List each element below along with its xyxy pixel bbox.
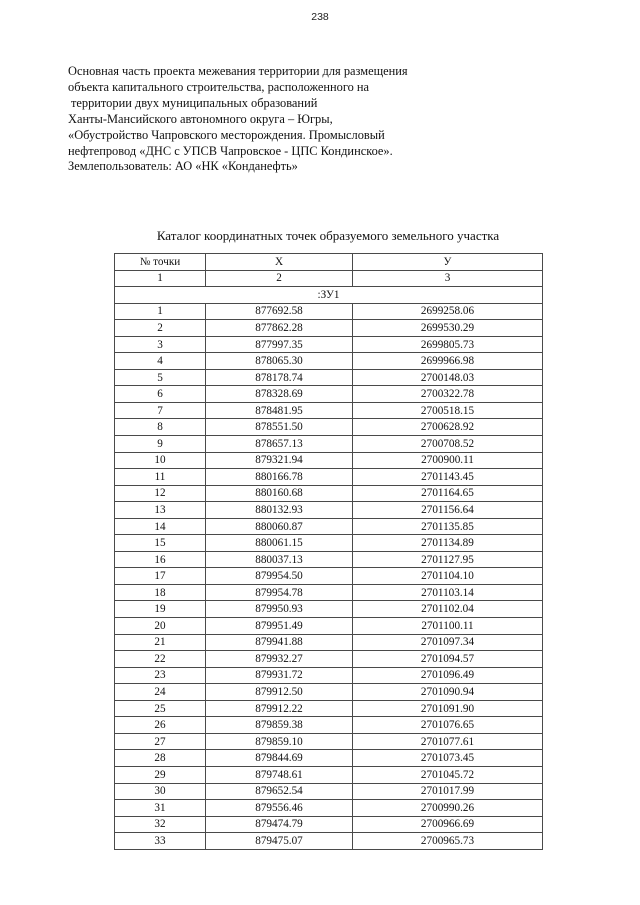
table-row <box>115 800 543 817</box>
project-header <box>68 64 468 175</box>
y-coordinate-cell: 2701094.57 <box>353 651 543 668</box>
point-number-cell: 28 <box>115 750 206 767</box>
y-coordinate-cell: 2700148.03 <box>353 369 543 386</box>
table-row <box>115 502 543 519</box>
point-number-cell: 19 <box>115 601 206 618</box>
table-row <box>115 336 543 353</box>
point-number-cell: 17 <box>115 568 206 585</box>
y-coordinate-cell: 2699805.73 <box>353 336 543 353</box>
x-coordinate-cell: 878065.30 <box>206 353 353 370</box>
header-line: территории двух муниципальных образований <box>71 95 318 110</box>
point-number-cell: 32 <box>115 816 206 833</box>
y-coordinate-cell: 2701134.89 <box>353 535 543 552</box>
header-y: У <box>353 254 543 271</box>
column-number: 2 <box>206 270 353 287</box>
x-coordinate-cell: 879475.07 <box>206 833 353 850</box>
point-number-cell: 3 <box>115 336 206 353</box>
coordinates-table <box>114 253 543 850</box>
x-coordinate-cell: 879556.46 <box>206 800 353 817</box>
header-point-number: № точки <box>115 254 206 271</box>
table-row <box>115 833 543 850</box>
x-coordinate-cell: 880061.15 <box>206 535 353 552</box>
column-number: 1 <box>115 270 206 287</box>
y-coordinate-cell: 2701103.14 <box>353 584 543 601</box>
table-row <box>115 436 543 453</box>
table-row <box>115 568 543 585</box>
y-coordinate-cell: 2700322.78 <box>353 386 543 403</box>
table-row <box>115 634 543 651</box>
y-coordinate-cell: 2700628.92 <box>353 419 543 436</box>
x-coordinate-cell: 879652.54 <box>206 783 353 800</box>
y-coordinate-cell: 2701091.90 <box>353 700 543 717</box>
x-coordinate-cell: 880037.13 <box>206 551 353 568</box>
table-header-row <box>115 254 543 271</box>
y-coordinate-cell: 2701104.10 <box>353 568 543 585</box>
x-coordinate-cell: 879931.72 <box>206 667 353 684</box>
table-row <box>115 766 543 783</box>
header-line: Ханты-Мансийского автономного округа – Югры, <box>68 111 333 126</box>
header-line: Землепользователь: АО «НК «Конданефть» <box>68 159 298 174</box>
y-coordinate-cell: 2701097.34 <box>353 634 543 651</box>
x-coordinate-cell: 880160.68 <box>206 485 353 502</box>
table-row <box>115 402 543 419</box>
point-number-cell: 18 <box>115 584 206 601</box>
y-coordinate-cell: 2699966.98 <box>353 353 543 370</box>
point-number-cell: 25 <box>115 700 206 717</box>
table-row <box>115 667 543 684</box>
table-row <box>115 601 543 618</box>
table-row <box>115 733 543 750</box>
y-coordinate-cell: 2701100.11 <box>353 618 543 635</box>
y-coordinate-cell: 2701017.99 <box>353 783 543 800</box>
y-coordinate-cell: 2699530.29 <box>353 320 543 337</box>
y-coordinate-cell: 2700965.73 <box>353 833 543 850</box>
y-coordinate-cell: 2701156.64 <box>353 502 543 519</box>
x-coordinate-cell: 879912.50 <box>206 684 353 701</box>
x-coordinate-cell: 878481.95 <box>206 402 353 419</box>
header-line: нефтепровод «ДНС с УПСВ Чапровское - ЦПС Кондинское». <box>68 143 393 158</box>
header-line: Основная часть проекта межевания территории для размещения <box>68 64 408 78</box>
y-coordinate-cell: 2701090.94 <box>353 684 543 701</box>
table-row <box>115 320 543 337</box>
x-coordinate-cell: 879844.69 <box>206 750 353 767</box>
x-coordinate-cell: 879748.61 <box>206 766 353 783</box>
x-coordinate-cell: 879941.88 <box>206 634 353 651</box>
table-row <box>115 303 543 320</box>
point-number-cell: 10 <box>115 452 206 469</box>
table-body <box>115 303 543 849</box>
point-number-cell: 15 <box>115 535 206 552</box>
table-row <box>115 700 543 717</box>
header-x: X <box>206 254 353 271</box>
y-coordinate-cell: 2701102.04 <box>353 601 543 618</box>
x-coordinate-cell: 879912.22 <box>206 700 353 717</box>
y-coordinate-cell: 2701143.45 <box>353 469 543 486</box>
point-number-cell: 6 <box>115 386 206 403</box>
point-number-cell: 22 <box>115 651 206 668</box>
point-number-cell: 4 <box>115 353 206 370</box>
y-coordinate-cell: 2700518.15 <box>353 402 543 419</box>
x-coordinate-cell: 880060.87 <box>206 518 353 535</box>
y-coordinate-cell: 2701164.65 <box>353 485 543 502</box>
table-row <box>115 485 543 502</box>
x-coordinate-cell: 879954.78 <box>206 584 353 601</box>
x-coordinate-cell: 878328.69 <box>206 386 353 403</box>
x-coordinate-cell: 877862.28 <box>206 320 353 337</box>
point-number-cell: 16 <box>115 551 206 568</box>
table-row <box>115 518 543 535</box>
point-number-cell: 11 <box>115 469 206 486</box>
point-number-cell: 21 <box>115 634 206 651</box>
x-coordinate-cell: 878551.50 <box>206 419 353 436</box>
x-coordinate-cell: 879859.10 <box>206 733 353 750</box>
y-coordinate-cell: 2701096.49 <box>353 667 543 684</box>
point-number-cell: 5 <box>115 369 206 386</box>
point-number-cell: 14 <box>115 518 206 535</box>
point-number-cell: 31 <box>115 800 206 817</box>
catalog-title: Каталог координатных точек образуемого земельного участка <box>156 228 500 243</box>
x-coordinate-cell: 879954.50 <box>206 568 353 585</box>
table-row <box>115 684 543 701</box>
table-row <box>115 369 543 386</box>
table-row <box>115 783 543 800</box>
y-coordinate-cell: 2700900.11 <box>353 452 543 469</box>
point-number-cell: 24 <box>115 684 206 701</box>
table-row <box>115 651 543 668</box>
table-row <box>115 750 543 767</box>
x-coordinate-cell: 879859.38 <box>206 717 353 734</box>
point-number-cell: 23 <box>115 667 206 684</box>
y-coordinate-cell: 2701077.61 <box>353 733 543 750</box>
x-coordinate-cell: 879951.49 <box>206 618 353 635</box>
table-row <box>115 419 543 436</box>
header-line: объекта капитального строительства, расположенного на <box>68 79 370 94</box>
table-row <box>115 452 543 469</box>
table-row <box>115 535 543 552</box>
x-coordinate-cell: 880132.93 <box>206 502 353 519</box>
section-row <box>115 287 543 304</box>
y-coordinate-cell: 2701135.85 <box>353 518 543 535</box>
point-number-cell: 1 <box>115 303 206 320</box>
table-row <box>115 816 543 833</box>
y-coordinate-cell: 2700708.52 <box>353 436 543 453</box>
point-number-cell: 27 <box>115 733 206 750</box>
x-coordinate-cell: 878657.13 <box>206 436 353 453</box>
point-number-cell: 7 <box>115 402 206 419</box>
x-coordinate-cell: 877692.58 <box>206 303 353 320</box>
point-number-cell: 13 <box>115 502 206 519</box>
table-row <box>115 551 543 568</box>
y-coordinate-cell: 2700990.26 <box>353 800 543 817</box>
point-number-cell: 30 <box>115 783 206 800</box>
y-coordinate-cell: 2701073.45 <box>353 750 543 767</box>
point-number-cell: 12 <box>115 485 206 502</box>
point-number-cell: 33 <box>115 833 206 850</box>
x-coordinate-cell: 879321.94 <box>206 452 353 469</box>
point-number-cell: 8 <box>115 419 206 436</box>
point-number-cell: 26 <box>115 717 206 734</box>
table-row <box>115 584 543 601</box>
x-coordinate-cell: 877997.35 <box>206 336 353 353</box>
x-coordinate-cell: 879474.79 <box>206 816 353 833</box>
x-coordinate-cell: 879932.27 <box>206 651 353 668</box>
y-coordinate-cell: 2701045.72 <box>353 766 543 783</box>
y-coordinate-cell: 2701127.95 <box>353 551 543 568</box>
point-number-cell: 2 <box>115 320 206 337</box>
table-row <box>115 386 543 403</box>
section-label: :ЗУ1 <box>115 287 543 304</box>
y-coordinate-cell: 2699258.06 <box>353 303 543 320</box>
table-row <box>115 353 543 370</box>
table-row <box>115 618 543 635</box>
point-number-cell: 29 <box>115 766 206 783</box>
page-number: 238 <box>311 11 329 23</box>
table-row <box>115 717 543 734</box>
y-coordinate-cell: 2701076.65 <box>353 717 543 734</box>
point-number-cell: 9 <box>115 436 206 453</box>
column-number-row <box>115 270 543 287</box>
column-number: 3 <box>353 270 543 287</box>
x-coordinate-cell: 878178.74 <box>206 369 353 386</box>
x-coordinate-cell: 880166.78 <box>206 469 353 486</box>
header-line: «Обустройство Чапровского месторождения. Промысловый <box>68 127 385 142</box>
x-coordinate-cell: 879950.93 <box>206 601 353 618</box>
y-coordinate-cell: 2700966.69 <box>353 816 543 833</box>
table-row <box>115 469 543 486</box>
point-number-cell: 20 <box>115 618 206 635</box>
